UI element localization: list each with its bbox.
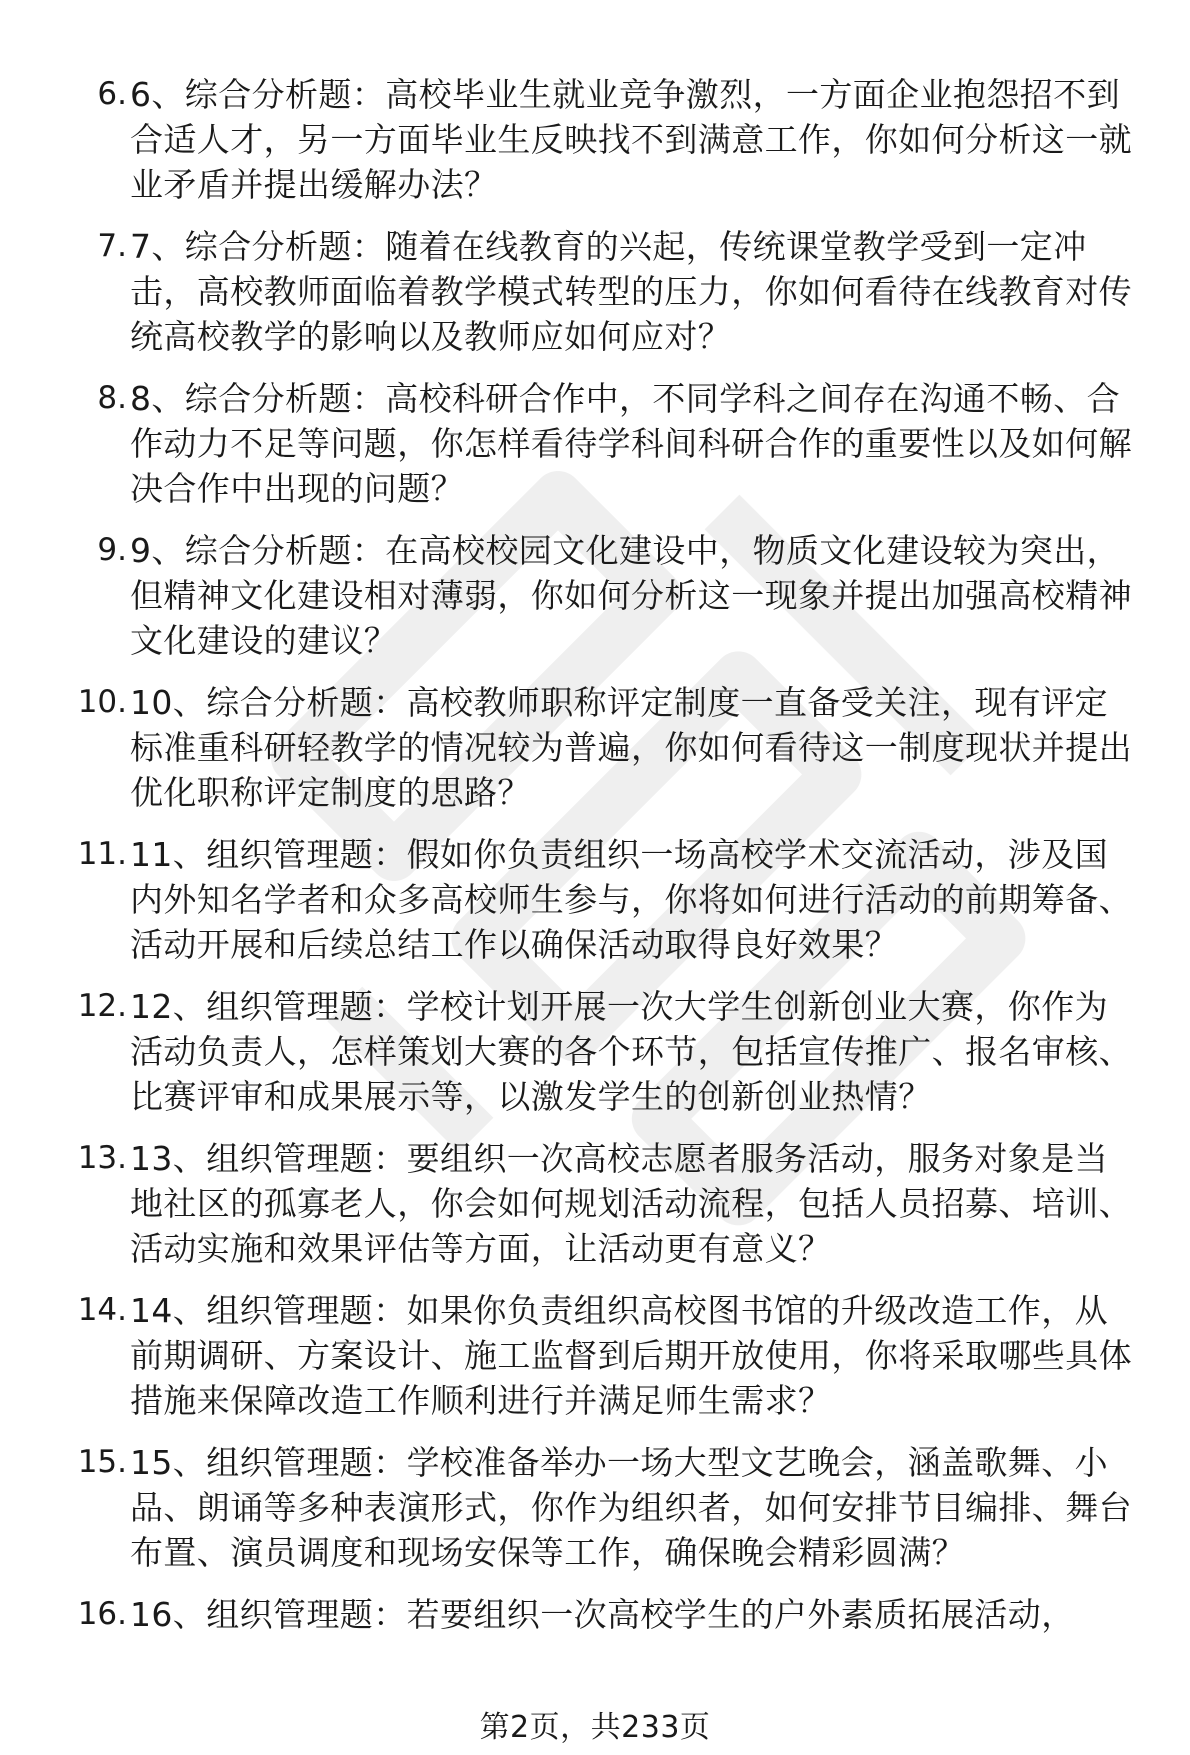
question-number: 8. bbox=[97, 380, 127, 416]
question-item bbox=[0, 1592, 1190, 1637]
question-number: 7. bbox=[97, 228, 127, 264]
question-item bbox=[0, 984, 1190, 1119]
question-text: 11、组织管理题：假如你负责组织一场高校学术交流活动，涉及国内外知名学者和众多高校师生参与，你将如何进行活动的前期筹备、活动开展和后续总结工作以确保活动取得良好效果？ bbox=[130, 835, 1132, 964]
question-number: 13. bbox=[77, 1140, 127, 1176]
question-item bbox=[0, 680, 1190, 815]
question-item bbox=[0, 1440, 1190, 1575]
question-number: 11. bbox=[77, 836, 127, 872]
question-text: 9、综合分析题：在高校校园文化建设中，物质文化建设较为突出，但精神文化建设相对薄弱，你如何分析这一现象并提出加强高校精神文化建设的建议？ bbox=[130, 531, 1132, 660]
question-text: 8、综合分析题：高校科研合作中，不同学科之间存在沟通不畅、合作动力不足等问题，你怎样看待学科间科研合作的重要性以及如何解决合作中出现的问题？ bbox=[130, 379, 1132, 508]
question-item bbox=[0, 224, 1190, 359]
question-item bbox=[0, 1136, 1190, 1271]
question-text: 12、组织管理题：学校计划开展一次大学生创新创业大赛，你作为活动负责人，怎样策划大赛的各个环节，包括宣传推广、报名审核、比赛评审和成果展示等，以激发学生的创新创业热情？ bbox=[130, 987, 1132, 1116]
question-number: 9. bbox=[97, 532, 127, 568]
question-item bbox=[0, 72, 1190, 207]
question-text: 6、综合分析题：高校毕业生就业竞争激烈，一方面企业抱怨招不到合适人才，另一方面毕业生反映找不到满意工作，你如何分析这一就业矛盾并提出缓解办法？ bbox=[130, 75, 1132, 204]
question-text: 15、组织管理题：学校准备举办一场大型文艺晚会，涵盖歌舞、小品、朗诵等多种表演形式，你作为组织者，如何安排节目编排、舞台布置、演员调度和现场安保等工作，确保晚会精彩圆满？ bbox=[130, 1443, 1132, 1572]
question-item bbox=[0, 832, 1190, 967]
question-number: 15. bbox=[77, 1444, 127, 1480]
question-list bbox=[0, 72, 1190, 1654]
question-number: 12. bbox=[77, 988, 127, 1024]
question-text: 7、综合分析题：随着在线教育的兴起，传统课堂教学受到一定冲击，高校教师面临着教学模式转型的压力，你如何看待在线教育对传统高校教学的影响以及教师应如何应对？ bbox=[130, 227, 1132, 356]
question-number: 6. bbox=[97, 76, 127, 112]
question-text: 16、组织管理题：若要组织一次高校学生的户外素质拓展活动， bbox=[130, 1595, 1075, 1634]
question-text: 10、综合分析题：高校教师职称评定制度一直备受关注，现有评定标准重科研轻教学的情况较为普遍，你如何看待这一制度现状并提出优化职称评定制度的思路？ bbox=[130, 683, 1132, 812]
question-text: 14、组织管理题：如果你负责组织高校图书馆的升级改造工作，从前期调研、方案设计、施工监督到后期开放使用，你将采取哪些具体措施来保障改造工作顺利进行并满足师生需求？ bbox=[130, 1291, 1132, 1420]
question-item bbox=[0, 376, 1190, 511]
question-text: 13、组织管理题：要组织一次高校志愿者服务活动，服务对象是当地社区的孤寡老人，你会如何规划活动流程，包括人员招募、培训、活动实施和效果评估等方面，让活动更有意义？ bbox=[130, 1139, 1132, 1268]
question-item bbox=[0, 528, 1190, 663]
question-number: 16. bbox=[77, 1596, 127, 1632]
question-number: 10. bbox=[77, 684, 127, 720]
page-number-footer: 第2页，共233页 bbox=[479, 1710, 711, 1745]
question-number: 14. bbox=[77, 1292, 127, 1328]
question-item bbox=[0, 1288, 1190, 1423]
